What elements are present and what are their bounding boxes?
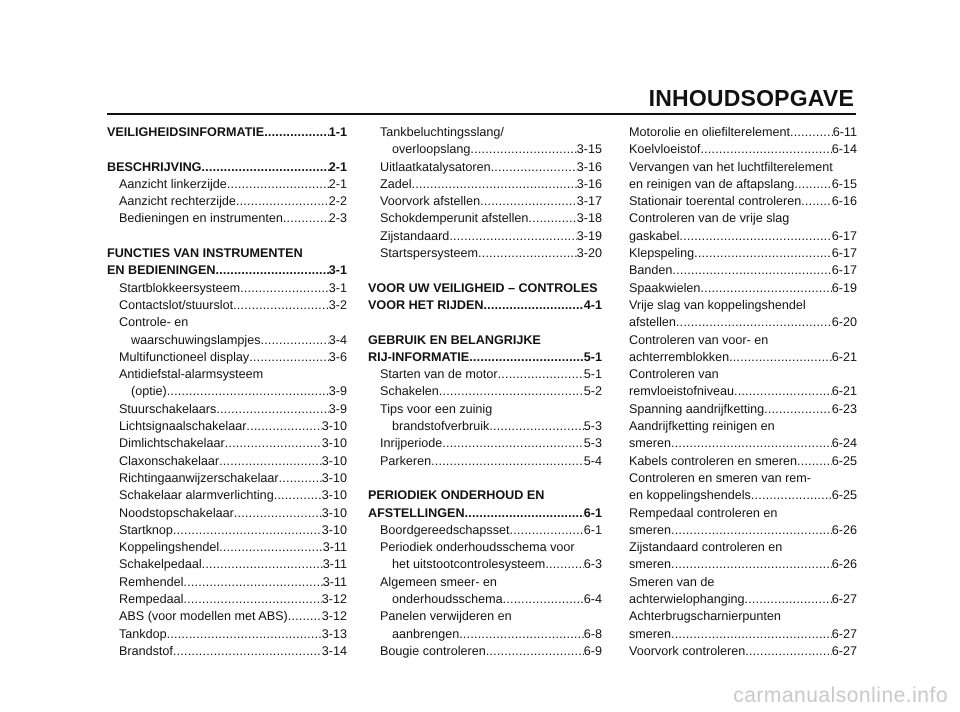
- toc-page-number: 5-3: [583, 436, 602, 451]
- dot-leader: [167, 383, 329, 400]
- toc-entry[interactable]: [368, 228, 602, 245]
- toc-page-number: 6-21: [831, 384, 857, 399]
- toc-entry-title: en reinigen van de aftapslang: [629, 176, 795, 191]
- toc-entry-title: remvloeistofniveau: [629, 384, 734, 399]
- toc-entry[interactable]: [629, 643, 857, 660]
- toc-entry[interactable]: [368, 539, 602, 574]
- toc-entry[interactable]: [107, 349, 347, 366]
- toc-page-number: 3-12: [321, 609, 347, 624]
- toc-entry[interactable]: [368, 453, 602, 470]
- toc-entry[interactable]: [368, 366, 602, 383]
- toc-entry[interactable]: [107, 505, 347, 522]
- toc-page-number: 3-13: [321, 626, 347, 641]
- toc-entry-title: aanbrengen: [392, 626, 460, 641]
- toc-entry[interactable]: [368, 435, 602, 452]
- toc-entry[interactable]: [368, 210, 602, 227]
- toc-page-number: 6-26: [831, 522, 857, 537]
- toc-page-number: 3-17: [576, 194, 602, 209]
- dot-leader: [202, 556, 323, 573]
- toc-page-number: 5-3: [583, 419, 602, 434]
- dot-leader: [219, 539, 323, 556]
- toc-page-number: 3-11: [322, 574, 347, 589]
- toc-entry-title: smeren: [629, 557, 671, 572]
- toc-entry[interactable]: [368, 124, 602, 159]
- dot-leader: [545, 556, 583, 573]
- dot-leader: [173, 522, 322, 539]
- toc-page-number: 3-16: [576, 176, 602, 191]
- toc-entry[interactable]: [629, 453, 857, 470]
- toc-entry-title-line: Vervangen van het luchtfilterelement: [629, 159, 833, 174]
- toc-entry-title: onderhoudsschema: [392, 592, 503, 607]
- toc-entry-title: Voorvork afstellen: [380, 194, 481, 209]
- toc-entry-title: en koppelingshendels: [629, 488, 751, 503]
- toc-entry-title: brandstofverbruik: [392, 419, 490, 434]
- toc-entry-title: Brandstof: [119, 643, 173, 658]
- toc-entry-title-line: Controleren van de vrije slag: [629, 211, 790, 226]
- toc-page-number: 6-15: [831, 176, 857, 191]
- dot-leader: [483, 297, 583, 314]
- toc-page-number: 5-2: [583, 384, 602, 399]
- toc-entry[interactable]: [107, 297, 347, 314]
- dot-leader: [491, 159, 577, 176]
- toc-entry-title-line: Aandrijfketting reinigen en: [629, 419, 775, 434]
- toc-entry-title: Remhendel: [119, 574, 184, 589]
- toc-entry-title: Stuurschakelaars: [119, 401, 217, 416]
- toc-entry-title: Dimlichtschakelaar: [119, 436, 225, 451]
- toc-page-number: 6-3: [583, 557, 602, 572]
- toc-entry[interactable]: [107, 574, 347, 591]
- toc-page-number: 6-16: [831, 194, 857, 209]
- toc-entry-title: smeren: [629, 626, 671, 641]
- dot-leader: [694, 245, 832, 262]
- toc-entry-title: Multifunctioneel display: [119, 349, 250, 364]
- toc-entry-title: Koelvloeistof: [629, 142, 701, 157]
- toc-page-number: 3-10: [321, 453, 347, 468]
- dot-leader: [201, 159, 328, 176]
- toc-page-number: 3-15: [576, 142, 602, 157]
- toc-page-number: 6-1: [583, 522, 602, 537]
- dot-leader: [261, 332, 329, 349]
- toc-page-number: 3-9: [328, 401, 347, 416]
- toc-page-number: 6-1: [583, 505, 602, 520]
- toc-entry[interactable]: [368, 383, 602, 400]
- toc-entry-title: afstellen: [629, 315, 676, 330]
- toc-page-number: 6-25: [831, 453, 857, 468]
- toc-entry-title: (optie): [131, 384, 167, 399]
- toc-page-number: 5-4: [583, 453, 602, 468]
- toc-entry-title: Schokdemperunit afstellen: [380, 211, 529, 226]
- dot-leader: [219, 453, 322, 470]
- toc-entry[interactable]: [629, 297, 857, 332]
- toc-page-number: 6-21: [831, 349, 857, 364]
- dot-leader: [412, 176, 577, 193]
- toc-entry-title: Bougie controleren: [380, 643, 486, 658]
- toc-entry[interactable]: [368, 522, 602, 539]
- dot-leader: [671, 626, 832, 643]
- toc-page-number: 3-2: [328, 297, 347, 312]
- toc-page-number: 3-4: [328, 332, 347, 347]
- toc-entry-title: Kabels controleren en smeren: [629, 453, 798, 468]
- toc-entry-title: waarschuwingslampjes: [131, 332, 261, 347]
- toc-entry-title-line: VOOR UW VEILIGHEID – CONTROLES: [368, 280, 598, 295]
- toc-entry-title-line: Controleren van: [629, 367, 719, 382]
- toc-entry[interactable]: [629, 608, 857, 643]
- toc-entry-title-line: GEBRUIK EN BELANGRIJKE: [368, 332, 541, 347]
- toc-entry-title: Inrijperiode: [380, 436, 443, 451]
- dot-leader: [480, 193, 577, 210]
- toc-entry-title: Startspersysteem: [380, 246, 478, 261]
- toc-page-number: 5-1: [583, 367, 602, 382]
- dot-leader: [498, 366, 584, 383]
- dot-leader: [745, 643, 832, 660]
- toc-entry-title: gaskabel: [629, 228, 680, 243]
- toc-page-number: 6-9: [583, 643, 602, 658]
- toc-entry-title: Bedieningen en instrumenten: [119, 211, 283, 226]
- toc-entry[interactable]: [368, 245, 602, 262]
- toc-entry-title: RIJ-INFORMATIE: [368, 349, 470, 364]
- toc-entry-title-line: Antidiefstal-alarmsysteem: [119, 367, 264, 382]
- toc-entry-title: Aanzicht linkerzijde: [119, 176, 227, 191]
- toc-entry[interactable]: [107, 314, 347, 349]
- toc-entry-title-line: Controleren en smeren van rem-: [629, 470, 811, 485]
- dot-leader: [700, 141, 831, 158]
- toc-entry[interactable]: [629, 366, 857, 401]
- toc-entry-title: Tankdop: [119, 626, 167, 641]
- dot-leader: [679, 228, 831, 245]
- toc-page-number: 3-10: [321, 505, 347, 520]
- toc-entry-title: Parkeren: [380, 453, 432, 468]
- toc-entry[interactable]: [629, 401, 857, 418]
- dot-leader: [225, 435, 322, 452]
- toc-page-number: 3-16: [576, 159, 602, 174]
- toc-entry-title: smeren: [629, 436, 671, 451]
- toc-entry[interactable]: [629, 539, 857, 574]
- toc-entry-title: AFSTELLINGEN: [368, 505, 465, 520]
- toc-entry[interactable]: [368, 608, 602, 643]
- dot-leader: [227, 176, 329, 193]
- dot-leader: [801, 193, 832, 210]
- toc-page-number: 3-1: [328, 263, 347, 278]
- toc-entry[interactable]: [107, 435, 347, 452]
- toc-page-number: 2-1: [328, 176, 347, 191]
- toc-entry[interactable]: [107, 453, 347, 470]
- dot-leader: [283, 210, 329, 227]
- toc-page-number: 3-11: [322, 557, 347, 572]
- toc-page-number: 3-10: [321, 436, 347, 451]
- toc-entry-title: Stationair toerental controleren: [629, 194, 802, 209]
- toc-entry[interactable]: [107, 556, 347, 573]
- dot-leader: [470, 141, 576, 158]
- toc-page-number: 3-10: [321, 488, 347, 503]
- toc-entry[interactable]: [368, 176, 602, 193]
- toc-page-number: 3-12: [321, 592, 347, 607]
- toc-entry-title: Zijstandaard: [380, 228, 450, 243]
- toc-entry[interactable]: [107, 487, 347, 504]
- toc-page-number: 3-11: [322, 540, 347, 555]
- dot-leader: [489, 418, 583, 435]
- dot-leader: [503, 591, 584, 608]
- toc-section-entry[interactable]: [107, 245, 347, 280]
- dot-leader: [215, 262, 328, 279]
- toc-entry[interactable]: [107, 401, 347, 418]
- dot-leader: [734, 383, 832, 400]
- toc-entry[interactable]: [107, 591, 347, 608]
- dot-leader: [486, 643, 584, 660]
- toc-entry-title: overloopslang: [392, 142, 471, 157]
- toc-entry-title: Banden: [629, 263, 673, 278]
- toc-section-entry[interactable]: [368, 487, 602, 522]
- dot-leader: [700, 280, 831, 297]
- toc-entry[interactable]: [107, 210, 347, 227]
- toc-page-number: 2-2: [328, 194, 347, 209]
- toc-entry[interactable]: [107, 608, 347, 625]
- toc-page-number: 3-6: [328, 349, 347, 364]
- dot-leader: [794, 176, 832, 193]
- toc-entry-title: Claxonschakelaar: [119, 453, 220, 468]
- toc-entry[interactable]: [629, 141, 857, 158]
- toc-entry-title: Motorolie en oliefilterelement: [629, 125, 791, 139]
- toc-section-entry[interactable]: [107, 124, 347, 141]
- toc-entry-title: Richtingaanwijzerschakelaar: [119, 470, 279, 485]
- dot-leader: [510, 522, 584, 539]
- toc-page-number: 3-19: [576, 228, 602, 243]
- toc-entry[interactable]: [107, 193, 347, 210]
- toc-entry-title: Voorvork controleren: [629, 643, 746, 658]
- toc-entry[interactable]: [107, 626, 347, 643]
- toc-entry-title: Lichtsignaalschakelaar: [119, 419, 247, 434]
- toc-entry[interactable]: [368, 159, 602, 176]
- dot-leader: [249, 349, 329, 366]
- dot-leader: [173, 643, 322, 660]
- toc-page-number: 6-20: [831, 315, 857, 330]
- toc-section-entry[interactable]: [107, 159, 347, 176]
- toc-entry-title-line: Vrije slag van koppelingshendel: [629, 297, 806, 312]
- toc-entry[interactable]: [629, 280, 857, 297]
- toc-entry-title-line: Smeren van de: [629, 574, 715, 589]
- toc-page-number: 6-17: [831, 263, 857, 278]
- dot-leader: [449, 228, 576, 245]
- dot-leader: [671, 522, 832, 539]
- toc-entry[interactable]: [629, 262, 857, 279]
- toc-entry-title-line: Achterbrugscharnierpunten: [629, 609, 781, 624]
- dot-leader: [216, 401, 328, 418]
- toc-entry-title: Uitlaatkatalysatoren: [380, 159, 491, 174]
- toc-entry-title: Schakelaar alarmverlichting: [119, 488, 274, 503]
- toc-section-entry[interactable]: [368, 280, 602, 315]
- toc-entry-title: Noodstopschakelaar: [119, 505, 234, 520]
- dot-leader: [459, 626, 584, 643]
- toc-page-number: 6-25: [831, 488, 857, 503]
- toc-entry-title: Spaakwielen: [629, 280, 701, 295]
- toc-page-number: 6-24: [831, 436, 857, 451]
- toc-page-number: 6-19: [831, 280, 857, 295]
- toc-page-number: 6-11: [832, 125, 857, 139]
- dot-leader: [478, 245, 577, 262]
- dot-leader: [264, 124, 329, 141]
- dot-leader: [745, 591, 832, 608]
- dot-leader: [183, 574, 322, 591]
- toc-page-number: 6-23: [831, 401, 857, 416]
- toc-entry-title: achterremblokken: [629, 349, 730, 364]
- toc-entry-title-line: Zijstandaard controleren en: [629, 540, 783, 555]
- toc-page-number: 6-14: [831, 142, 857, 157]
- toc-entry[interactable]: [107, 539, 347, 556]
- toc-entry[interactable]: [368, 193, 602, 210]
- toc-entry[interactable]: [107, 418, 347, 435]
- toc-entry-title: BESCHRIJVING: [107, 159, 202, 174]
- toc-entry-title: Rempedaal: [119, 592, 184, 607]
- toc-entry-title: Schakelen: [380, 384, 439, 399]
- toc-entry-title-line: Tips voor een zuinig: [380, 401, 493, 416]
- toc-entry[interactable]: [368, 574, 602, 609]
- toc-entry[interactable]: [629, 210, 857, 245]
- toc-entry[interactable]: [107, 176, 347, 193]
- toc-page-number: 6-4: [583, 592, 602, 607]
- toc-entry-title-line: Algemeen smeer- en: [380, 574, 497, 589]
- toc-entry-title: VOOR HET RIJDEN: [368, 297, 484, 312]
- dot-leader: [764, 401, 832, 418]
- watermark: carmanualsonline.info: [733, 684, 948, 707]
- toc-entry[interactable]: [629, 470, 857, 505]
- toc-entry-title: Schakelpedaal: [119, 557, 202, 572]
- toc-entry[interactable]: [629, 193, 857, 210]
- dot-leader: [246, 418, 321, 435]
- toc-page-number: 4-1: [583, 297, 602, 312]
- toc-page-number: 3-18: [576, 211, 602, 226]
- toc-entry-title: Contactslot/stuurslot: [119, 297, 234, 312]
- dot-leader: [279, 470, 322, 487]
- toc-entry[interactable]: [629, 574, 857, 609]
- dot-leader: [672, 262, 831, 279]
- toc-column-3: [629, 124, 857, 660]
- toc-page-number: 3-14: [321, 643, 347, 658]
- toc-page-number: 1-1: [328, 125, 347, 139]
- toc-entry-title: Aanzicht rechterzijde: [119, 194, 236, 209]
- toc-entry[interactable]: [629, 332, 857, 367]
- toc-page-number: 6-17: [831, 246, 857, 261]
- title-divider: [107, 113, 856, 115]
- dot-leader: [233, 297, 329, 314]
- toc-entry-title: het uitstootcontrolesysteem: [392, 557, 546, 572]
- dot-leader: [240, 280, 329, 297]
- toc-page-number: 2-1: [328, 159, 347, 174]
- toc-entry-title: Spanning aandrijfketting: [629, 401, 765, 416]
- toc-entry-title: Startknop: [119, 522, 173, 537]
- toc-entry-title: Zadel: [380, 176, 412, 191]
- toc-entry-title-line: Rempedaal controleren en: [629, 505, 778, 520]
- toc-page-number: 2-3: [328, 211, 347, 226]
- dot-leader: [671, 556, 832, 573]
- toc-page-number: 6-8: [583, 626, 602, 641]
- dot-leader: [442, 435, 583, 452]
- toc-entry-title: EN BEDIENINGEN: [107, 263, 216, 278]
- toc-entry[interactable]: [629, 505, 857, 540]
- toc-page-number: 3-10: [321, 470, 347, 485]
- toc-entry-title-line: Panelen verwijderen en: [380, 609, 512, 624]
- toc-page-number: 3-10: [321, 522, 347, 537]
- toc-entry[interactable]: [629, 245, 857, 262]
- toc-entry[interactable]: [368, 643, 602, 660]
- toc-page-number: 5-1: [583, 349, 602, 364]
- toc-entry-title-line: Controle- en: [119, 315, 189, 330]
- toc-page-number: 6-27: [831, 643, 857, 658]
- toc-entry[interactable]: [368, 401, 602, 436]
- toc-page-number: 6-27: [831, 592, 857, 607]
- dot-leader: [234, 505, 322, 522]
- toc-entry-title: Koppelingshendel: [119, 540, 220, 555]
- toc-entry-title: Startblokkeersysteem: [119, 280, 241, 295]
- toc-entry-title: Starten van de motor: [380, 367, 498, 382]
- dot-leader: [676, 314, 832, 331]
- toc-page-number: 6-17: [831, 228, 857, 243]
- toc-entry-title-line: Tankbeluchtingsslang/: [380, 125, 504, 139]
- toc-column-1: [107, 124, 347, 660]
- dot-leader: [797, 453, 832, 470]
- toc-page-number: 6-26: [831, 557, 857, 572]
- toc-entry[interactable]: [107, 470, 347, 487]
- toc-entry-title: VEILIGHEIDSINFORMATIE: [107, 125, 265, 139]
- toc-entry-title-line: Periodiek onderhoudsschema voor: [380, 540, 575, 555]
- toc-page-number: 3-1: [328, 280, 347, 295]
- dot-leader: [465, 505, 584, 522]
- dot-leader: [236, 193, 329, 210]
- dot-leader: [469, 349, 584, 366]
- dot-leader: [528, 210, 576, 227]
- toc-entry[interactable]: [107, 643, 347, 660]
- dot-leader: [790, 124, 833, 141]
- toc-entry[interactable]: [107, 366, 347, 401]
- toc-entry-title: Klepspeling: [629, 246, 695, 261]
- dot-leader: [183, 591, 321, 608]
- toc-entry-title: smeren: [629, 522, 671, 537]
- dot-leader: [751, 487, 832, 504]
- toc-page-number: 3-20: [576, 246, 602, 261]
- toc-entry[interactable]: [629, 124, 857, 141]
- toc-entry-title-line: PERIODIEK ONDERHOUD EN: [368, 488, 545, 503]
- toc-entry-title: achterwielophanging: [629, 592, 745, 607]
- toc-section-entry[interactable]: [368, 332, 602, 367]
- dot-leader: [288, 608, 322, 625]
- toc-entry[interactable]: [107, 522, 347, 539]
- toc-entry-title: ABS (voor modellen met ABS): [119, 609, 288, 624]
- toc-entry-title: Boordgereedschapsset: [380, 522, 510, 537]
- toc-page-number: 3-10: [321, 419, 347, 434]
- toc-entry-title-line: FUNCTIES VAN INSTRUMENTEN: [107, 246, 303, 261]
- toc-entry-title-line: Controleren van voor- en: [629, 332, 769, 347]
- toc-entry[interactable]: [107, 280, 347, 297]
- dot-leader: [431, 453, 584, 470]
- toc-page-number: 6-27: [831, 626, 857, 641]
- dot-leader: [274, 487, 322, 504]
- page-title: INHOUDSOPGAVE: [648, 85, 854, 111]
- dot-leader: [671, 435, 832, 452]
- toc-page-number: 3-9: [328, 384, 347, 399]
- toc-column-2: [368, 124, 602, 660]
- dot-leader: [167, 626, 322, 643]
- toc-entry[interactable]: [629, 418, 857, 453]
- dot-leader: [439, 383, 584, 400]
- toc-entry[interactable]: [629, 159, 857, 194]
- dot-leader: [729, 349, 832, 366]
